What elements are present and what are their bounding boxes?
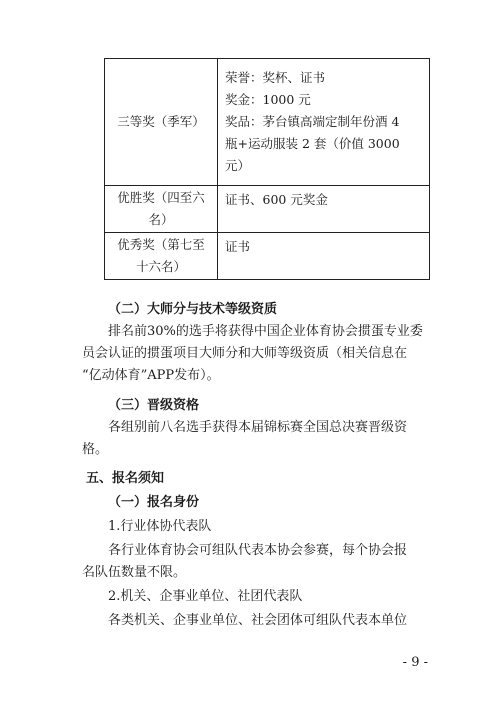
detail-cell [218,59,430,186]
section-heading: （二）大师分与技术等级资质 [108,302,278,317]
detail-line: 证书、600 元奖金 [225,192,328,207]
rank-label: 三等奖（季军） [117,114,205,129]
detail-line: 荣誉：奖杯、证书 [225,70,326,85]
rank-cell [105,186,218,233]
rank-label: 优胜奖（四至六 [117,190,205,205]
page-number: - 9 - [402,655,428,670]
rank-label: 十六名） [135,259,186,274]
paragraph-line: 员会认证的掼蛋项目大师分和大师等级资质（相关信息在 [82,346,408,361]
rank-label: 名） [148,212,174,227]
rank-label: 优秀奖（第七至 [117,237,205,252]
paragraph-line: “亿动体育”APP发布）。 [82,368,220,383]
paragraph-line: 名队伍数量不限。 [82,565,187,580]
rank-cell [105,233,218,280]
section-heading: （三）晋级资格 [108,398,200,413]
paragraph-line: 排名前30%的选手将获得中国企业体育协会掼蛋专业委 [108,324,423,339]
rank-cell [105,59,218,186]
awards-table [104,58,430,280]
paragraph-line: 各类机关、企事业单位、社会团体可组队代表本单位 [108,613,408,628]
list-item: 1.行业体协代表队 [108,519,212,534]
section-3 [82,395,422,461]
paragraph-line: 格。 [82,442,109,457]
detail-line: 奖金：1000 元 [225,92,311,107]
list-item: 2.机关、企事业单位、社团代表队 [108,589,303,604]
detail-line: 证书 [225,239,251,254]
detail-cell [218,186,430,233]
detail-line: 瓶+运动服装 2 套（价值 3000 [225,136,400,151]
table-row [105,59,430,186]
section-heading: 五、报名须知 [86,471,165,486]
paragraph-line: 各行业体育协会可组队代表本协会参赛，每个协会报 [108,543,408,558]
section-2 [82,299,422,387]
section-5 [82,468,422,632]
detail-line: 奖品：茅台镇高端定制年份酒 4 [225,114,400,129]
table-row [105,233,430,280]
subsection-heading: （一）报名身份 [108,495,200,510]
paragraph-line: 各组别前八名选手获得本届锦标赛全国总决赛晋级资 [108,420,408,435]
detail-line: 元） [225,158,251,173]
detail-cell [218,233,430,280]
table-row [105,186,430,233]
